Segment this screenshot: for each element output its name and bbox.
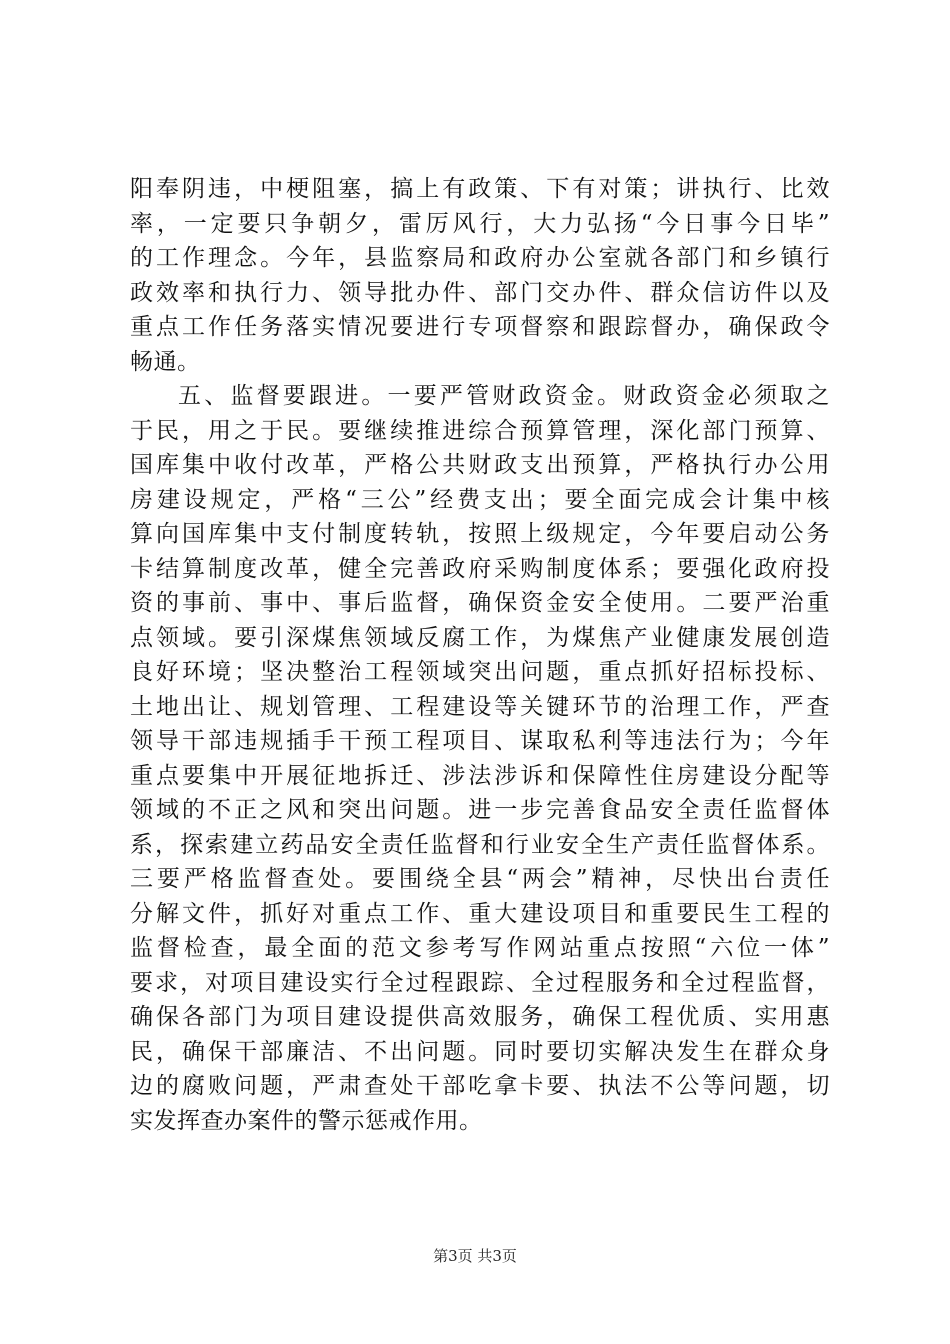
text-line: 重点要集中开展征地拆迁、涉法涉诉和保障性住房建设分配等 — [130, 762, 830, 789]
text-line: 阳奉阴违，中梗阻塞，搞上有政策、下有对策；讲执行、比效 — [130, 176, 830, 202]
text-line: 卡结算制度改革，健全完善政府采购制度体系；要强化政府投 — [130, 555, 830, 582]
text-line: 边的腐败问题，严肃查处干部吃拿卡要、执法不公等问题，切 — [130, 1073, 830, 1099]
text-line: 民，确保干部廉洁、不出问题。同时要切实解决发生在群众身 — [130, 1038, 830, 1065]
text-line: 要求，对项目建设实行全过程跟踪、全过程服务和全过程监督， — [130, 969, 830, 996]
text-line: 于民，用之于民。要继续推进综合预算管理，深化部门预算、 — [130, 417, 830, 444]
paragraph-start-line: 五、监督要跟进。一要严管财政资金。财政资金必须取之 — [178, 383, 830, 409]
document-body — [130, 172, 830, 1138]
text-line: 系，探索建立药品安全责任监督和行业安全生产责任监督体系。 — [130, 831, 830, 858]
text-line: 资的事前、事中、事后监督，确保资金安全使用。二要严治重 — [130, 590, 830, 616]
text-line: 监督检查，最全面的范文参考写作网站重点按照“六位一体” — [130, 935, 830, 961]
text-line: 实发挥查办案件的警示惩戒作用。 — [130, 1107, 483, 1134]
text-line: 三要严格监督查处。要围绕全县“两会”精神，尽快出台责任 — [130, 866, 830, 892]
text-line: 的工作理念。今年，县监察局和政府办公室就各部门和乡镇行 — [130, 245, 830, 271]
text-line: 良好环境；坚决整治工程领域突出问题，重点抓好招标投标、 — [130, 659, 830, 685]
text-line: 领导干部违规插手干预工程项目、谋取私利等违法行为；今年 — [130, 728, 830, 754]
page-number-footer: 第3页 共3页 — [433, 1247, 517, 1265]
text-line: 重点工作任务落实情况要进行专项督察和跟踪督办，确保政令 — [130, 314, 830, 340]
text-line: 点领域。要引深煤焦领域反腐工作，为煤焦产业健康发展创造 — [130, 624, 830, 651]
text-line: 领域的不正之风和突出问题。进一步完善食品安全责任监督体 — [130, 797, 830, 823]
text-line: 确保各部门为项目建设提供高效服务，确保工程优质、实用惠 — [130, 1004, 830, 1030]
text-line: 土地出让、规划管理、工程建设等关键环节的治理工作，严查 — [130, 693, 830, 720]
text-line: 国库集中收付改革，严格公共财政支出预算，严格执行办公用 — [130, 452, 830, 478]
text-line: 房建设规定，严格“三公”经费支出；要全面完成会计集中核 — [130, 486, 830, 513]
text-line: 分解文件，抓好对重点工作、重大建设项目和重要民生工程的 — [130, 900, 830, 927]
text-line: 算向国库集中支付制度转轨，按照上级规定，今年要启动公务 — [130, 521, 830, 547]
text-line: 政效率和执行力、领导批办件、部门交办件、群众信访件以及 — [130, 279, 830, 306]
text-line: 畅通。 — [130, 348, 201, 375]
text-line: 率，一定要只争朝夕，雷厉风行，大力弘扬“今日事今日毕” — [130, 210, 830, 237]
